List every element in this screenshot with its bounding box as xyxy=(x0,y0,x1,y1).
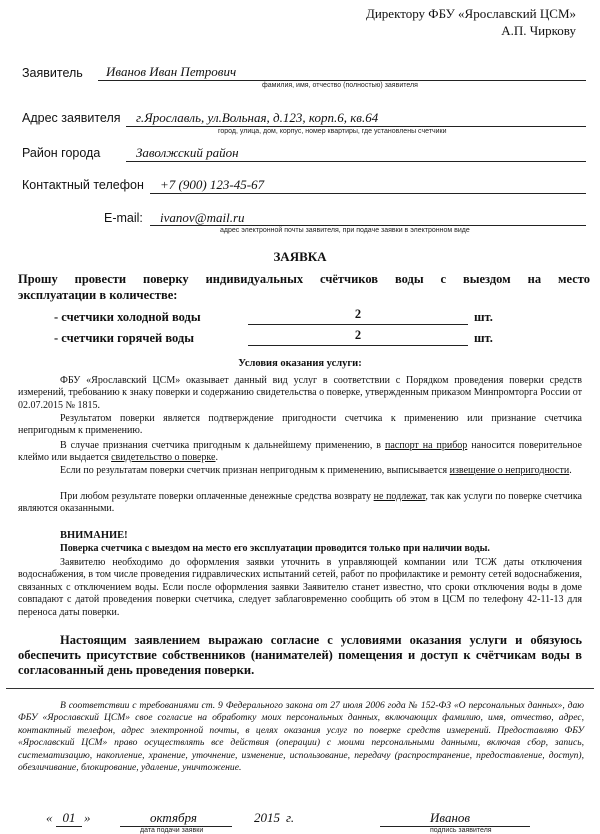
consent-text: В соответствии с требованиями ст. 9 Федерального закона от 27 июля 2006 года № 152-ФЗ «О персональных данных», даю ФБУ «Ярославский ЦСМ» свое согласие на обработку моих персональных данных, включающих фамилию, имя, отчество, адрес, контактный телефон, адрес электронной почты, в целях оказания услуг по поверке средств измерений. Предоставляю ФБУ «Ярославский ЦСМ» право осуществлять все действия (операции) с моими персональными данными, включая сбор, запись, систематизацию, накопление, хранение, уточнение, изменение, использование, передачу (распространение, предоставление, доступ), обезличивание, блокирование, удаление, уничтожение. xyxy=(18,700,584,774)
applicant-hint: фамилия, имя, отчество (полностью) заявителя xyxy=(262,82,418,89)
email-underline xyxy=(150,225,586,226)
date-year-suffix: г. xyxy=(286,810,295,825)
cold-water-unit: шт. xyxy=(474,310,493,324)
address-underline xyxy=(126,126,586,127)
conditions-paragraph-5 xyxy=(18,491,582,516)
attention-bold-line: Поверка счетчика с выездом на место его эксплуатации проводится только при наличии воды. xyxy=(60,543,490,554)
cold-water-underline xyxy=(248,324,468,325)
hot-water-label: - счетчики горячей воды xyxy=(54,331,194,345)
request-intro-line-1: Прошу провести поверку индивидуальных счётчиков воды с выездом на место xyxy=(18,272,590,286)
date-quote-open: « xyxy=(46,810,53,825)
hot-water-unit: шт. xyxy=(474,331,493,345)
cold-water-label: - счетчики холодной воды xyxy=(54,310,201,324)
certificate-link: свидетельство о поверке xyxy=(111,452,216,464)
date-hint: дата подачи заявки xyxy=(140,827,204,834)
district-label: Район города xyxy=(22,146,101,160)
email-hint: адрес электронной почты заявителя, при подаче заявки в электронном виде xyxy=(220,227,470,234)
conditions-paragraph-4 xyxy=(18,465,582,477)
conditions-paragraph-1: ФБУ «Ярославский ЦСМ» оказывает данный вид услуг в соответствии с Порядком проведения поверки средств измерений, требованию к знаку поверки и содержанию свидетельства о поверке, утвержденным приказом Минпромторга России от 02.07.2015 № 1815. xyxy=(18,375,582,411)
conditions-p5-text-a: При любом результате поверки оплаченные денежные средства возврату xyxy=(60,491,371,502)
district-value[interactable]: Заволжский район xyxy=(136,145,239,160)
phone-underline xyxy=(150,193,586,194)
conditions-p3-text-c: наносится поверительное клеймо или выдается xyxy=(18,440,582,464)
applicant-underline xyxy=(98,80,586,81)
district-underline xyxy=(126,161,586,162)
applicant-value[interactable]: Иванов Иван Петрович xyxy=(106,64,237,79)
signature-hint: подпись заявителя xyxy=(430,827,492,834)
attention-text: Заявителю необходимо до оформления заявки уточнить в управляющей компании или ТСЖ даты отключения водоснабжения, в том числе проведения гидравлических испытаний сетей, работ по профилактике и ремонту сетей водоснабжения, связанных с отключением воды. Если после оформления заявки Заявителю станет известно, что сроки отключения воды в доме совпадают с датой проведения поверки счетчика, следует заблаговременно сообщить об этом в ЦСМ по телефону 42-11-13 для переноса даты поверки. xyxy=(18,557,582,618)
date-year[interactable]: 2015 xyxy=(254,810,280,825)
conditions-p4-text-a: Если по результатам поверки счетчик признан непригодным к применению, выписывается xyxy=(60,465,448,476)
signature-value[interactable]: Иванов xyxy=(430,810,471,825)
addressee-line-2: А.П. Чиркову xyxy=(501,23,576,38)
conditions-paragraph-3 xyxy=(18,440,582,465)
request-title: ЗАЯВКА xyxy=(273,249,327,264)
address-label: Адрес заявителя xyxy=(22,111,121,125)
date-day[interactable]: 01 xyxy=(62,810,76,825)
phone-value[interactable]: +7 (900) 123-45-67 xyxy=(160,177,265,192)
conditions-paragraph-2: Результатом поверки является подтверждение пригодности счетчика к применению или признание счетчика непригодным к применению. xyxy=(18,413,582,437)
conditions-title: Условия оказания услуги: xyxy=(238,358,362,369)
passport-link: паспорт на прибор xyxy=(384,440,468,451)
date-day-underline xyxy=(56,826,82,827)
unfitness-notice: извещение о непригодности xyxy=(449,465,570,476)
address-value[interactable]: г.Ярославль, ул.Вольная, д.123, корп.6, кв.64 xyxy=(136,110,379,125)
conditions-p3-text-e: . xyxy=(215,452,218,464)
date-month[interactable]: октября xyxy=(150,810,197,825)
conditions-p3-text-a: В случае признания счетчика пригодным к дальнейшему применению, в xyxy=(60,440,382,451)
cold-water-count[interactable]: 2 xyxy=(354,307,362,321)
non-refundable-text: не подлежат xyxy=(373,491,426,502)
request-intro-line-2: эксплуатации в количестве: xyxy=(18,288,178,302)
hot-water-underline xyxy=(248,345,468,346)
attention-title: ВНИМАНИЕ! xyxy=(60,530,128,541)
conditions-p4-text-c: . xyxy=(569,465,572,476)
conditions-p5-text-c: , так как услуги по поверке счетчика являются оказанными. xyxy=(18,491,582,515)
address-hint: город, улица, дом, корпус, номер квартиры, где установлены счетчики xyxy=(218,128,447,135)
phone-label: Контактный телефон xyxy=(22,178,144,192)
date-quote-close: » xyxy=(84,810,91,825)
email-value[interactable]: ivanov@mail.ru xyxy=(160,210,245,225)
separator-line xyxy=(6,688,594,689)
agreement-text: Настоящим заявлением выражаю согласие с условиями оказания услуги и обязуюсь обеспечить присутствие собственников (нанимателей) помещения и доступ к счётчикам воды в согласованный день проведения поверки. xyxy=(18,633,582,678)
applicant-label: Заявитель xyxy=(22,66,83,80)
hot-water-count[interactable]: 2 xyxy=(354,328,362,342)
addressee-line-1: Директору ФБУ «Ярославский ЦСМ» xyxy=(365,6,576,21)
email-label: E-mail: xyxy=(104,211,143,225)
